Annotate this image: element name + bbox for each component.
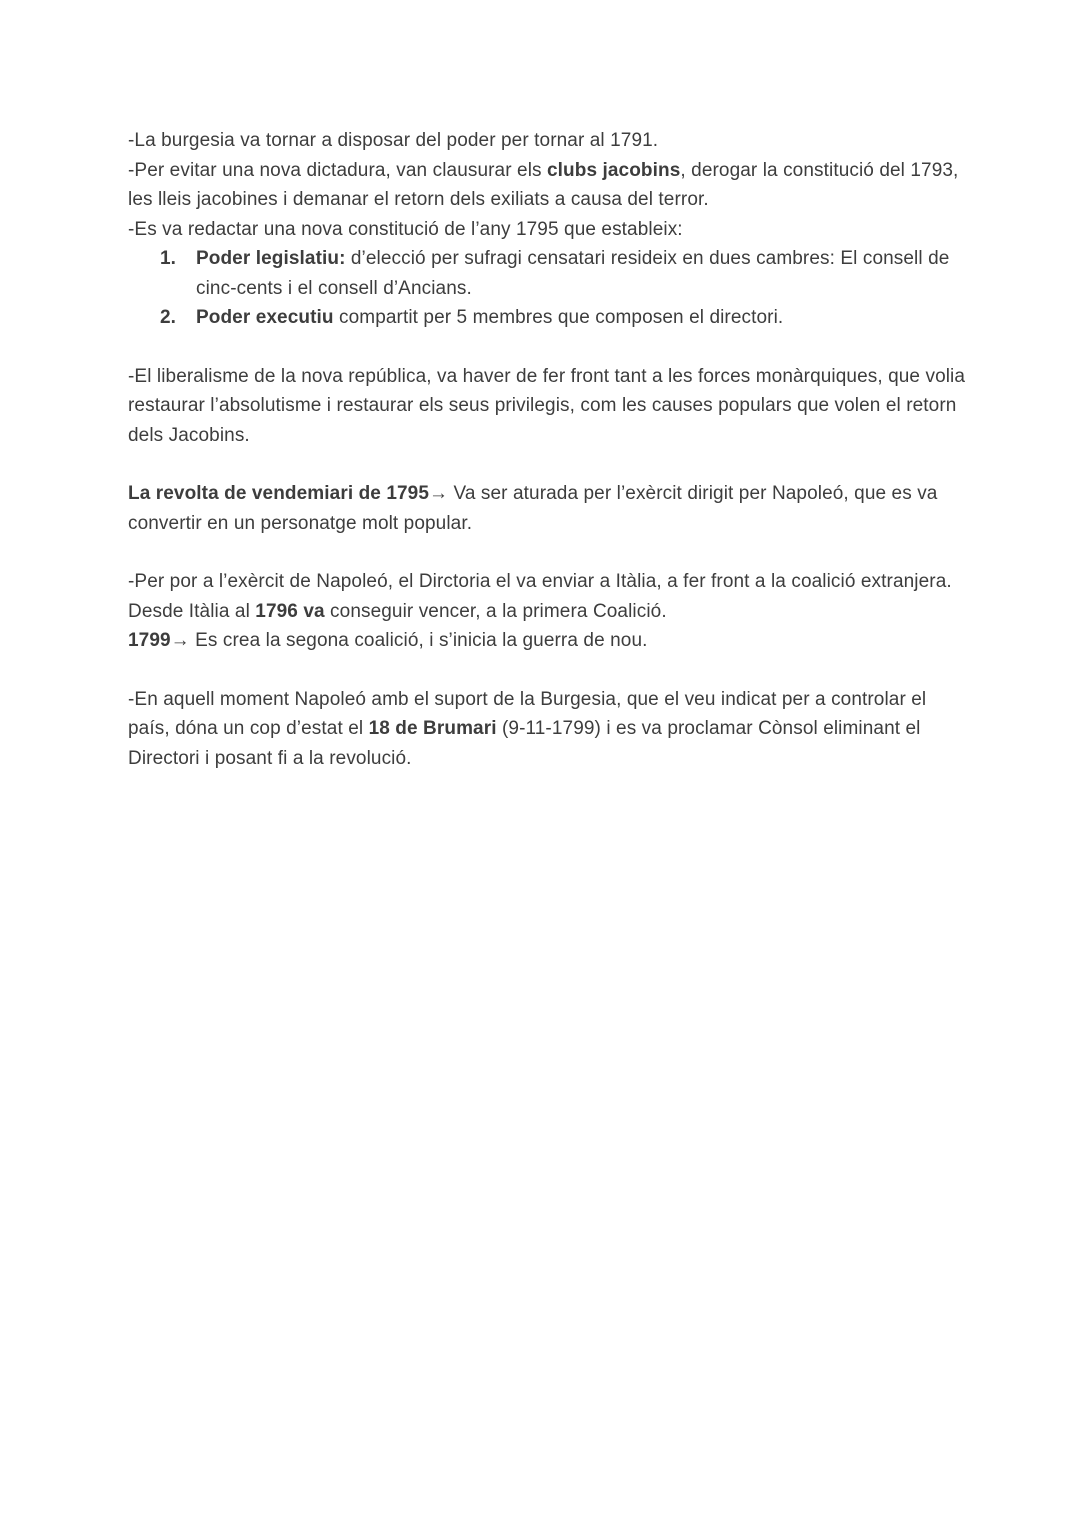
paragraph-liberalisme <box>128 362 968 451</box>
document-content <box>128 126 968 773</box>
list-number: 1. <box>160 248 177 269</box>
list-item-poder-legislatiu <box>128 244 968 303</box>
text-run-bold: 1799 <box>128 630 171 651</box>
paragraph-revolta-vendemiari <box>128 479 968 538</box>
text-run-bold: 1796 va <box>255 600 325 622</box>
text-run: d’elecció per sufragi censatari resideix en dues cambres: El consell de cinc-cents i el consell d’Ancians. <box>196 248 950 299</box>
paragraph-burgesia-poder <box>128 126 968 156</box>
list-item-text <box>196 244 968 303</box>
list-number: 2. <box>160 307 177 328</box>
text-run-bold: Poder legislatiu: <box>196 248 346 269</box>
text-run: -La burgesia va tornar a disposar del poder per tornar al 1791. <box>128 130 659 151</box>
text-run: compartit per 5 membres que composen el directori. <box>333 307 784 328</box>
list-item-poder-executiu <box>128 303 968 333</box>
text-run-bold: Poder executiu <box>196 307 334 328</box>
text-run: -Per evitar una nova dictadura, van clausurar els <box>128 159 547 181</box>
paragraph-exercit-napoleo <box>128 567 968 626</box>
list-item-text <box>196 303 968 333</box>
text-run: → Va ser aturada per l’exèrcit dirigit per Napoleó, que es va convertir en un personatge molt popular. <box>128 483 938 534</box>
text-run: , derogar la constitució del 1793, les lleis jacobines i demanar el retorn dels exiliats a causa del terror. <box>128 159 959 210</box>
text-run: -Per por a l’exèrcit de Napoleó, el Dirctoria el va enviar a Itàlia, a fer front a la coalició extranjera. Desde Itàlia al <box>128 571 952 622</box>
text-run-bold: clubs jacobins <box>547 159 681 181</box>
text-run-bold: La revolta de vendemiari de 1795 <box>128 483 430 504</box>
paragraph-nova-constitucio <box>128 215 968 245</box>
constitucio-list <box>128 244 968 333</box>
text-run-bold: 18 de Brumari <box>368 718 497 739</box>
text-run: -Es va redactar una nova constitució de l’any 1795 que estableix: <box>128 218 683 240</box>
paragraph-segona-coalicio <box>128 626 968 656</box>
text-run: -El liberalisme de la nova república, va haver de fer front tant a les forces monàrquiques, que volia restaurar l’absolutisme i restaurar els seus privilegis, com les causes populars que volen el retorn dels Jacobins. <box>128 365 966 446</box>
text-run: → Es crea la segona coalició, i s’inicia la guerra de nou. <box>170 630 648 651</box>
paragraph-cop-destat <box>128 685 968 774</box>
text-run: conseguir vencer, a la primera Coalició. <box>324 600 667 622</box>
text-run: -En aquell moment Napoleó amb el suport de la Burgesia, que el veu indicat per a controlar el país, dóna un cop d’estat el <box>128 688 927 739</box>
text-run: (9-11-1799) i es va proclamar Cònsol eliminant el Directori i posant fi a la revolució. <box>128 718 921 769</box>
paragraph-evitar-dictadura <box>128 156 968 215</box>
